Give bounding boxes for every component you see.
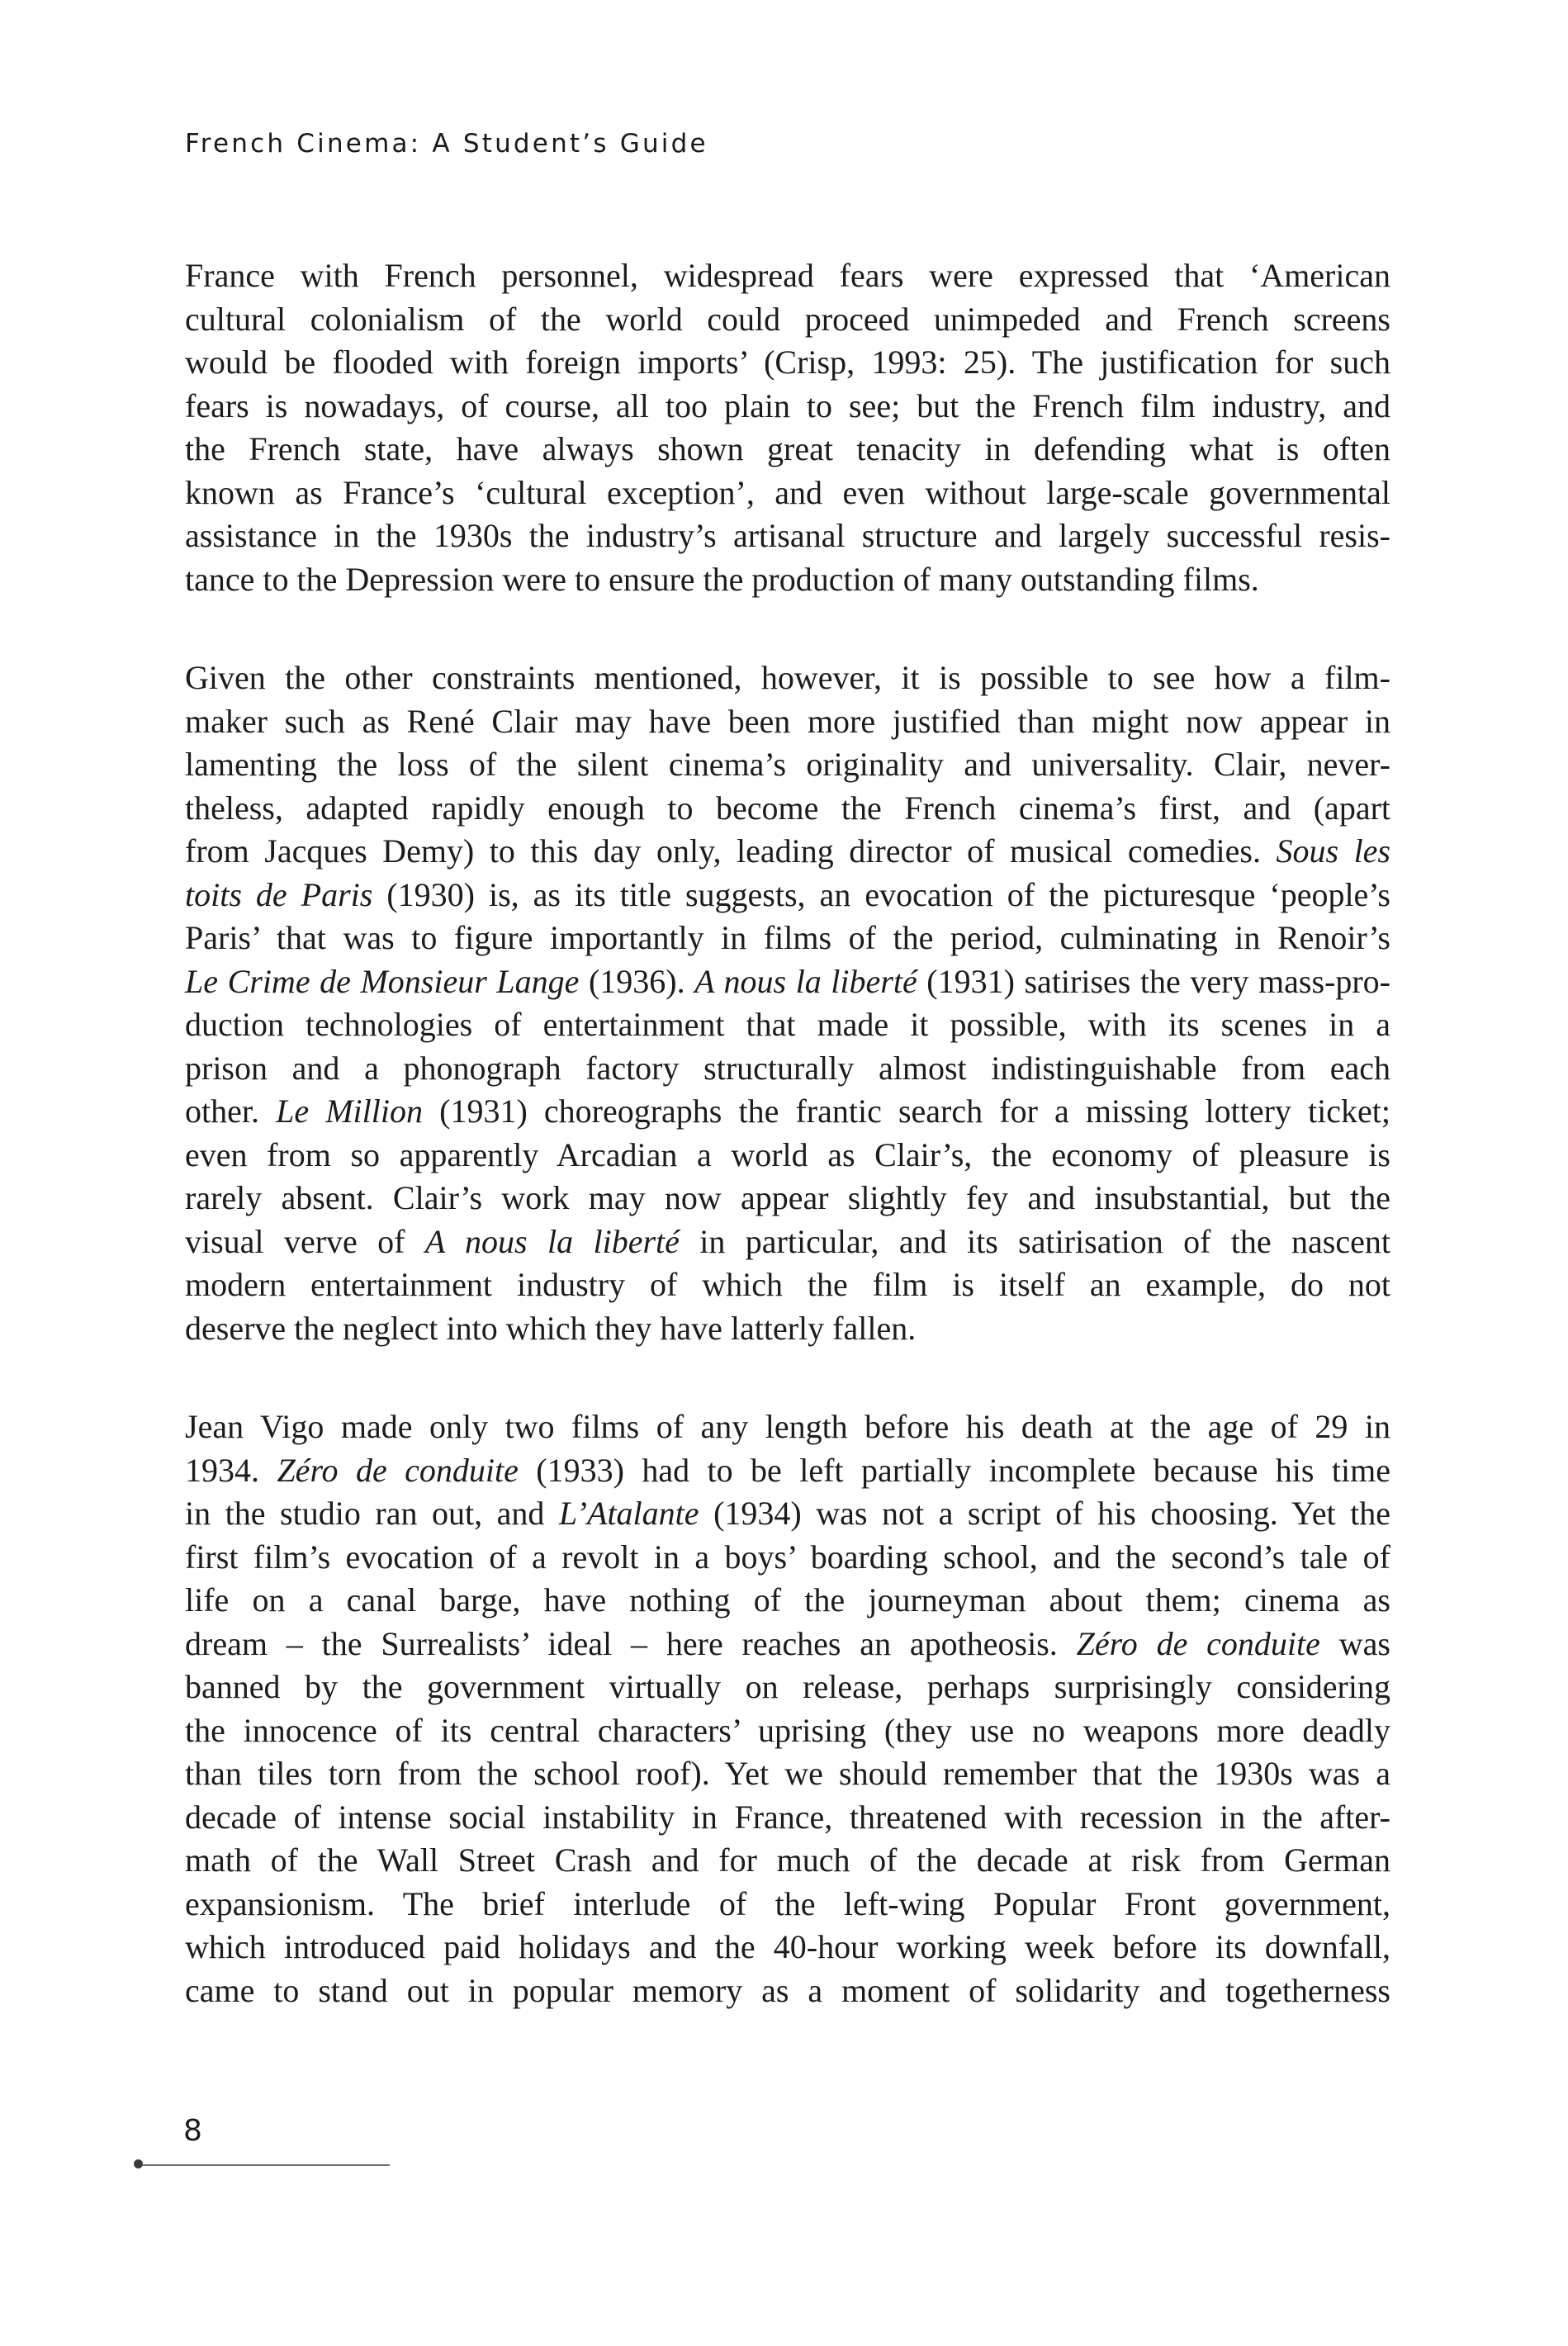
- text-run: other.: [185, 1092, 277, 1130]
- text-line: Given the other constraints mentioned, however, it is possible to see how a film-: [185, 659, 1390, 696]
- film-title: Zéro de conduite: [277, 1451, 519, 1489]
- text-line: rarely absent. Clair’s work may now appear slightly fey and insubstantial, but the: [185, 1179, 1390, 1216]
- text-line: expansionism. The brief interlude of the left-wing Popular Front government,: [185, 1884, 1390, 1922]
- text-line: than tiles torn from the school roof). Yet we should remember that the 1930s was a: [185, 1755, 1390, 1792]
- text-line: [185, 830, 1390, 874]
- text-run: visual verve of: [185, 1222, 425, 1260]
- text-run: (1930) is, as its title suggests, an evocation of the picturesque ‘people’s: [372, 875, 1390, 913]
- text-line: life on a canal barge, have nothing of the journeyman about them; cinema as: [185, 1581, 1390, 1619]
- film-title: toits de Paris: [185, 875, 373, 913]
- text-line: modern entertainment industry of which the film is itself an example, do not: [185, 1266, 1390, 1303]
- text-line: maker such as René Clair may have been more justified than might now appear in: [185, 702, 1390, 740]
- text-line: [185, 960, 1390, 1004]
- text-line: even from so apparently Arcadian a world as Clair’s, the economy of pleasure is: [185, 1135, 1390, 1173]
- text-run: was: [1338, 1624, 1390, 1662]
- text-run: 1934.: [185, 1451, 277, 1489]
- text-run: (1931) satirises the very mass-pro-: [917, 962, 1390, 1000]
- text-line: cultural colonialism of the world could proceed unimpeded and French screens: [185, 300, 1390, 338]
- paragraph-2: [185, 656, 1390, 1350]
- text-line: banned by the government virtually on release, perhaps surprisingly considering: [185, 1668, 1390, 1705]
- text-line: theless, adapted rapidly enough to become the French cinema’s first, and (apart: [185, 789, 1390, 827]
- running-head: French Cinema: A Student’s Guide: [185, 129, 708, 159]
- page-number: 8: [183, 2114, 202, 2148]
- text-line: France with French personnel, widespread fears were expressed that ‘American: [185, 257, 1390, 294]
- paragraph-1: [185, 254, 1390, 601]
- text-line: [185, 1449, 1390, 1493]
- text-run: (1931) choreographs the frantic search for a missing lottery ticket;: [423, 1092, 1390, 1130]
- film-title: A nous la liberté: [694, 962, 917, 1000]
- film-title: Sous les: [1276, 832, 1390, 870]
- text-line: tance to the Depression were to ensure the production of many outstanding films.: [185, 560, 1259, 598]
- text-line: [185, 1492, 1390, 1536]
- film-title: A nous la liberté: [424, 1222, 680, 1260]
- text-line: lamenting the loss of the silent cinema’s originality and universality. Clair, never-: [185, 746, 1390, 783]
- text-line: Jean Vigo made only two films of any length before his death at the age of 29 in: [185, 1408, 1390, 1445]
- film-title: Zéro de conduite: [1076, 1624, 1320, 1662]
- text-line: math of the Wall Street Crash and for much of the decade at risk from German: [185, 1841, 1390, 1879]
- text-line: [185, 1220, 1390, 1264]
- text-line: assistance in the 1930s the industry’s artisanal structure and largely successful resis-: [185, 517, 1390, 554]
- film-title: Le Million: [276, 1092, 424, 1130]
- text-run: (1933) had to be left partially incomplete because his time: [518, 1451, 1391, 1489]
- text-line: known as France’s ‘cultural exception’, and even without large-scale governmental: [185, 473, 1390, 511]
- text-run: dream – the Surrealists’ ideal – here reaches an apotheosis.: [185, 1624, 1077, 1662]
- text-line: which introduced paid holidays and the 40-hour working week before its downfall,: [185, 1928, 1390, 1965]
- text-run: (1934) was not a script of his choosing. Yet the: [699, 1495, 1391, 1532]
- text-line: would be flooded with foreign imports’ (Crisp, 1993: 25). The justification for such: [185, 344, 1390, 381]
- film-title: L’Atalante: [558, 1495, 699, 1532]
- film-title: Le Crime de Monsieur Lange: [185, 962, 580, 1000]
- text-run: (1936).: [579, 962, 695, 1000]
- text-line: prison and a phonograph factory structurally almost indistinguishable from each: [185, 1049, 1390, 1087]
- text-line: duction technologies of entertainment that made it possible, with its scenes in a: [185, 1006, 1390, 1043]
- text-line: the innocence of its central characters’ uprising (they use no weapons more deadly: [185, 1711, 1390, 1749]
- text-line: Paris’ that was to figure importantly in films of the period, culminating in Renoir’s: [185, 919, 1390, 956]
- folio-rule: [142, 2164, 390, 2166]
- text-line: decade of intense social instability in France, threatened with recession in the after-: [185, 1798, 1390, 1836]
- text-line: came to stand out in popular memory as a moment of solidarity and togetherness: [185, 1971, 1390, 2009]
- text-run: in particular, and its satirisation of the nascent: [679, 1222, 1390, 1260]
- text-line: first film’s evocation of a revolt in a boys’ boarding school, and the second’s tale of: [185, 1538, 1390, 1576]
- paragraph-3: [185, 1405, 1390, 2012]
- text-line: deserve the neglect into which they have latterly fallen.: [185, 1309, 917, 1347]
- text-run: from Jacques Demy) to this day only, leading director of musical comedies.: [185, 832, 1261, 870]
- text-line: [185, 874, 1390, 917]
- text-line: [185, 1090, 1390, 1134]
- text-line: the French state, have always shown great tenacity in defending what is often: [185, 430, 1390, 467]
- text-line: [185, 1623, 1390, 1666]
- text-line: fears is nowadays, of course, all too plain to see; but the French film industry, and: [185, 386, 1390, 424]
- text-run: in the studio ran out, and: [185, 1495, 559, 1532]
